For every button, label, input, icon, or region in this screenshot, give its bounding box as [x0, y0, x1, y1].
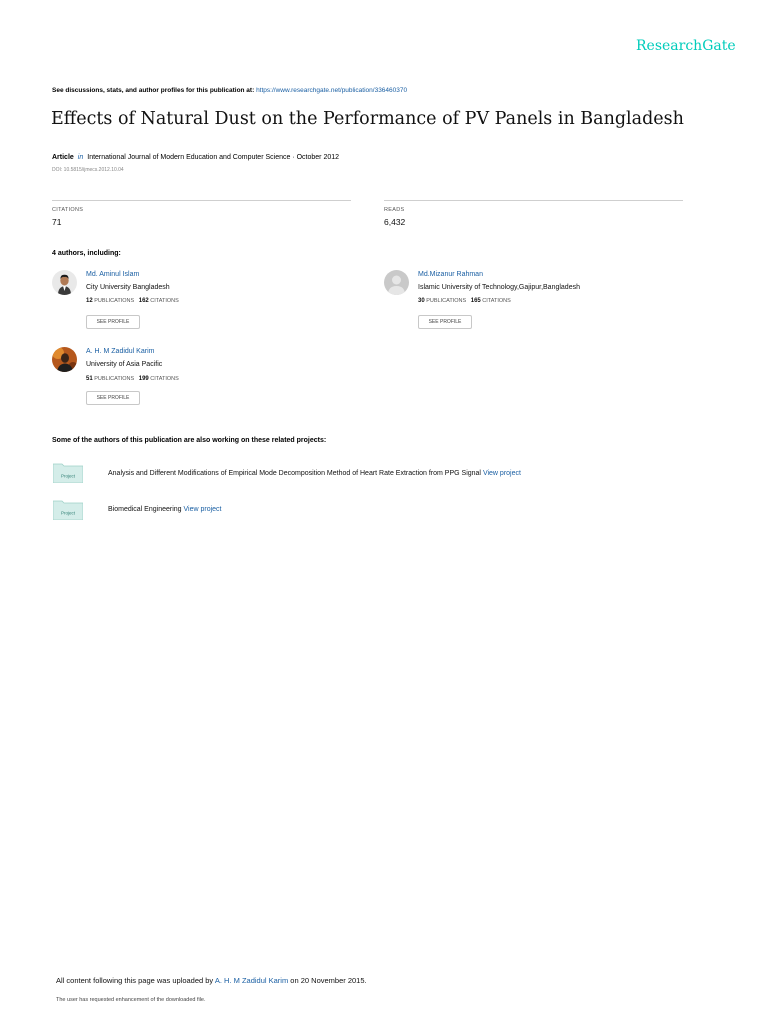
project-icon-label: Project [60, 510, 76, 516]
citations-count: 165 [470, 298, 481, 304]
author-stats [418, 298, 511, 304]
article-type: Article [52, 154, 74, 161]
project-folder-icon [53, 463, 83, 483]
avatar[interactable] [52, 347, 77, 372]
journal-venue: International Journal of Modern Education and Computer Science · October 2012 [87, 154, 340, 161]
related-projects-heading: Some of the authors of this publication are also working on these related projects: [52, 437, 327, 444]
publication-title: Effects of Natural Dust on the Performance of PV Panels in Bangladesh [51, 109, 684, 129]
citations-label: CITATIONS [150, 298, 179, 304]
author-stats [86, 376, 179, 382]
discussion-notice [52, 87, 407, 94]
publications-count: 51 [86, 376, 93, 382]
citations-label: CITATIONS [150, 376, 179, 382]
citations-value: 71 [52, 217, 62, 227]
publications-label: PUBLICATIONS [94, 298, 135, 304]
publications-label: PUBLICATIONS [94, 376, 135, 382]
reads-label: READS [384, 207, 405, 213]
reads-value: 6,432 [384, 217, 406, 227]
publication-url-link[interactable]: https://www.researchgate.net/publication/336460370 [256, 87, 408, 94]
publications-count: 30 [418, 298, 425, 304]
author-stats [86, 298, 179, 304]
in-label: in [77, 154, 84, 161]
publications-label: PUBLICATIONS [426, 298, 467, 304]
discussion-notice-text: See discussions, stats, and author profiles for this publication at: [52, 87, 257, 94]
upload-suffix: on 20 November 2015. [288, 976, 367, 985]
view-project-link[interactable]: View project [183, 506, 222, 513]
author-name-link[interactable]: Md.Mizanur Rahman [418, 271, 483, 278]
enhancement-note: The user has requested enhancement of the downloaded file. [56, 997, 206, 1003]
upload-notice [56, 976, 367, 985]
author-affiliation: Islamic University of Technology,Gajipur,Bangladesh [418, 284, 580, 291]
author-affiliation: University of Asia Pacific [86, 361, 163, 368]
author-photo-icon [52, 347, 77, 372]
upload-prefix: All content following this page was uploaded by [56, 976, 215, 985]
doi: DOI: 10.5815/ijmecs.2012.10.04 [52, 167, 124, 173]
publication-meta [52, 154, 339, 161]
citations-label: CITATIONS [482, 298, 511, 304]
project-title: Biomedical Engineering [108, 506, 182, 513]
citations-divider [52, 200, 351, 201]
citations-count: 162 [138, 298, 149, 304]
publications-count: 12 [86, 298, 93, 304]
author-photo-icon [52, 270, 77, 295]
avatar[interactable] [52, 270, 77, 295]
see-profile-button[interactable]: SEE PROFILE [86, 391, 140, 405]
project-item [108, 470, 521, 477]
authors-heading: 4 authors, including: [52, 250, 121, 257]
citations-count: 199 [138, 376, 149, 382]
reads-divider [384, 200, 683, 201]
view-project-link[interactable]: View project [482, 470, 521, 477]
uploader-link[interactable]: A. H. M Zadidul Karim [214, 976, 289, 985]
project-title: Analysis and Different Modifications of Empirical Mode Decomposition Method of Heart Rate Extraction from PPG Signal [108, 470, 481, 477]
author-name-link[interactable]: A. H. M Zadidul Karim [86, 348, 155, 355]
citations-label: CITATIONS [52, 207, 84, 213]
project-icon-label: Project [60, 473, 76, 479]
avatar[interactable] [384, 270, 409, 295]
author-name-link[interactable]: Md. Aminul Islam [86, 271, 140, 278]
researchgate-logo[interactable]: ResearchGate [636, 38, 736, 54]
project-folder-icon [53, 500, 83, 520]
author-affiliation: City University Bangladesh [86, 284, 170, 291]
default-user-icon [384, 270, 409, 295]
see-profile-button[interactable]: SEE PROFILE [418, 315, 472, 329]
see-profile-button[interactable]: SEE PROFILE [86, 315, 140, 329]
project-item [108, 506, 222, 513]
